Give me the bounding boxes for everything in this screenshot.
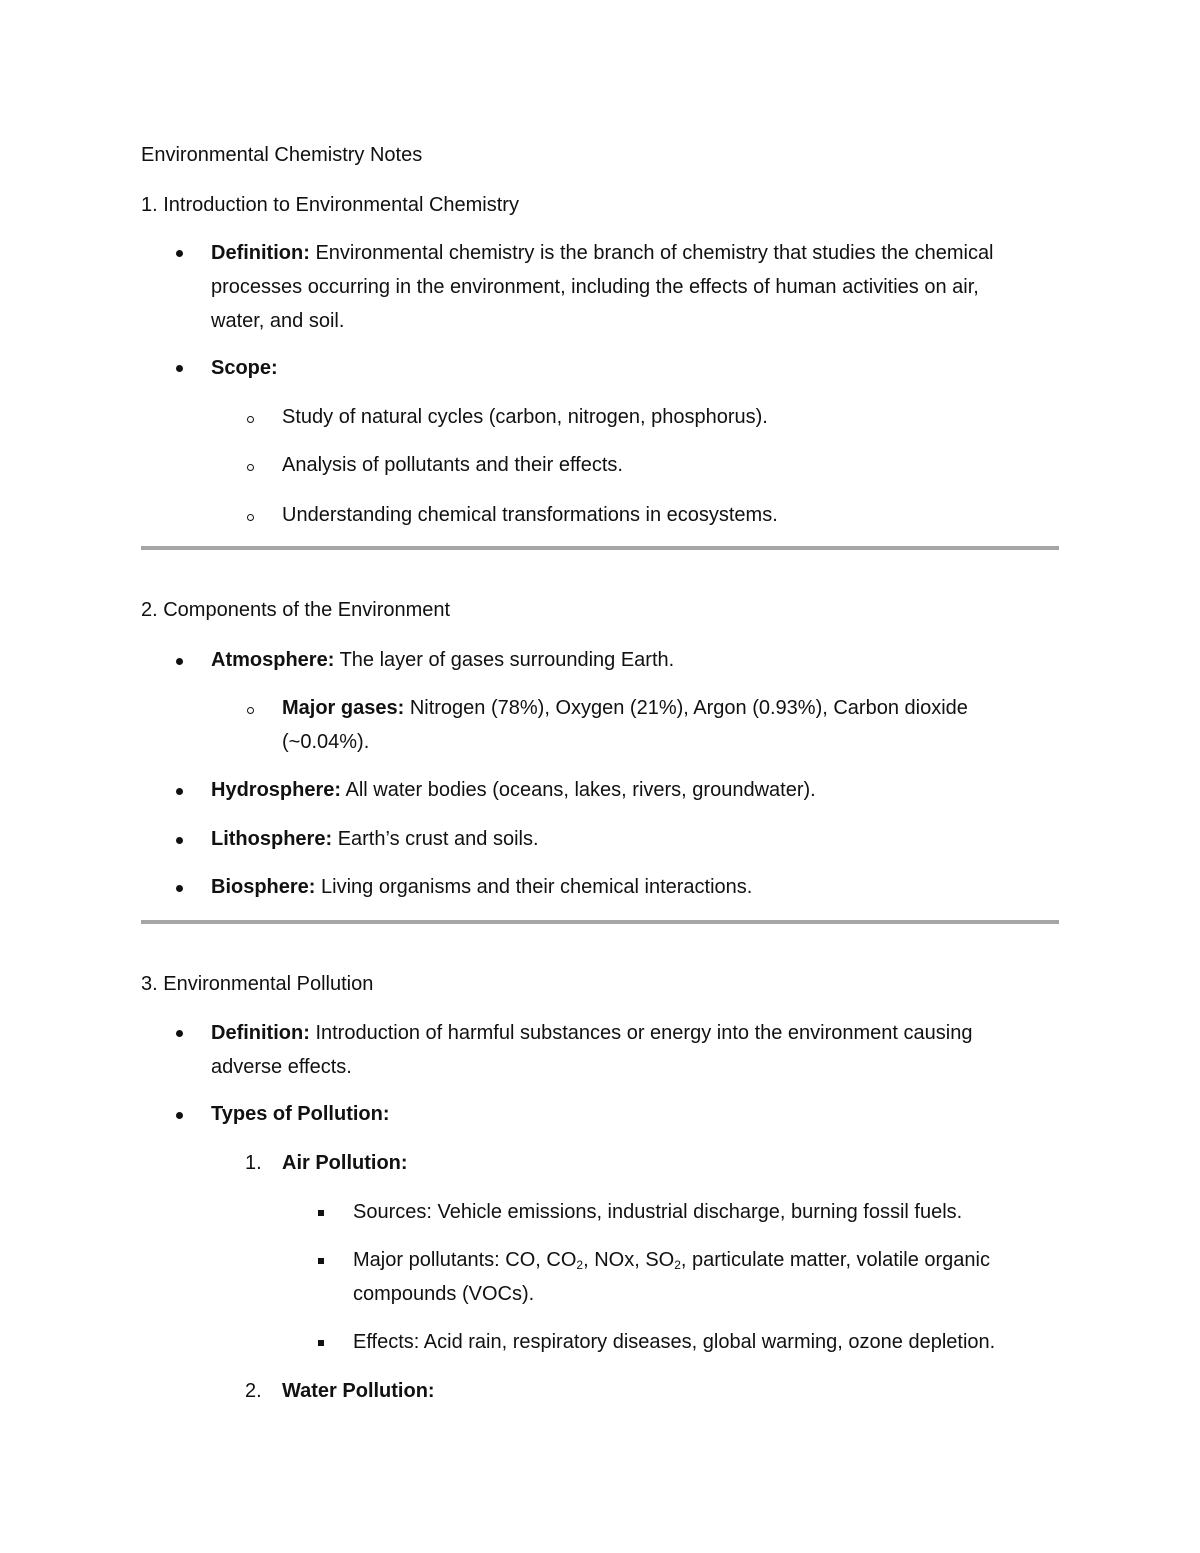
s1-definition-line-3: water, and soil. <box>211 310 345 332</box>
bullet-icon <box>176 1112 183 1119</box>
scope-item: Analysis of pollutants and their effects. <box>282 454 623 476</box>
s1-definition-line-2: processes occurring in the environment, including the effects of human activities on air, <box>211 276 979 298</box>
horizontal-rule <box>141 920 1059 924</box>
section-1-heading: 1. Introduction to Environmental Chemistry <box>141 194 519 216</box>
s3-definition-text: Introduction of harmful substances or energy into the environment causing <box>315 1022 973 1044</box>
scope-item: Study of natural cycles (carbon, nitrogen, phosphorus). <box>282 406 768 428</box>
s2-lithosphere-line <box>211 827 539 851</box>
list-number: 2. <box>245 1380 262 1402</box>
bullet-icon <box>176 837 183 844</box>
s3-definition-line-2: adverse effects. <box>211 1056 352 1078</box>
circle-bullet-icon <box>247 514 254 521</box>
circle-bullet-icon <box>247 707 254 714</box>
s1-definition-line-1 <box>211 241 994 265</box>
pollutants-text-a: Major pollutants: CO, CO <box>353 1249 577 1271</box>
subscript: 2 <box>674 1258 681 1272</box>
air-effects: Effects: Acid rain, respiratory diseases, global warming, ozone depletion. <box>353 1331 996 1353</box>
major-gases-text: Nitrogen (78%), Oxygen (21%), Argon (0.93%), Carbon dioxide <box>409 697 968 719</box>
air-sources: Sources: Vehicle emissions, industrial discharge, burning fossil fuels. <box>353 1201 963 1223</box>
lithosphere-text: Earth’s crust and soils. <box>337 828 539 850</box>
s1-definition-label: Definition: <box>211 242 310 264</box>
bullet-icon <box>176 250 183 257</box>
subscript: 2 <box>576 1258 584 1272</box>
biosphere-text: Living organisms and their chemical interactions. <box>321 876 753 898</box>
air-pollution-label: Air Pollution: <box>282 1152 408 1174</box>
s2-hydrosphere-line <box>211 778 816 802</box>
types-of-pollution-label: Types of Pollution: <box>211 1103 390 1125</box>
bullet-icon <box>176 658 183 665</box>
s1-scope-label: Scope: <box>211 357 278 379</box>
list-number: 1. <box>245 1152 262 1174</box>
major-gases-label: Major gases: <box>282 697 405 719</box>
atmosphere-text: The layer of gases surrounding Earth. <box>339 649 675 671</box>
hydrosphere-text: All water bodies (oceans, lakes, rivers, groundwater). <box>345 779 816 801</box>
bullet-icon <box>176 788 183 795</box>
s3-definition-line-1 <box>211 1021 972 1045</box>
horizontal-rule <box>141 546 1059 550</box>
pollutants-text-c: , particulate matter, volatile organic <box>680 1249 990 1271</box>
hydrosphere-label: Hydrosphere: <box>211 779 342 801</box>
air-pollutants-line-2: compounds (VOCs). <box>353 1283 535 1305</box>
section-3-heading: 3. Environmental Pollution <box>141 973 374 995</box>
air-pollutants-line-1 <box>353 1248 990 1272</box>
major-gases-line-2: (~0.04%). <box>282 731 370 753</box>
pollutants-text-b: , NOx, SO <box>583 1249 675 1271</box>
biosphere-label: Biosphere: <box>211 876 316 898</box>
water-pollution-label: Water Pollution: <box>282 1380 435 1402</box>
bullet-icon <box>176 885 183 892</box>
bullet-icon <box>176 1030 183 1037</box>
square-bullet-icon <box>318 1210 324 1216</box>
s3-definition-label: Definition: <box>211 1022 310 1044</box>
scope-item: Understanding chemical transformations in ecosystems. <box>282 504 778 526</box>
circle-bullet-icon <box>247 464 254 471</box>
s1-definition-text: Environmental chemistry is the branch of chemistry that studies the chemical <box>315 242 994 264</box>
circle-bullet-icon <box>247 416 254 423</box>
square-bullet-icon <box>318 1258 324 1264</box>
s2-biosphere-line <box>211 875 752 899</box>
section-2-heading: 2. Components of the Environment <box>141 599 451 621</box>
major-gases-line-1 <box>282 696 968 720</box>
bullet-icon <box>176 365 183 372</box>
lithosphere-label: Lithosphere: <box>211 828 333 850</box>
document-title: Environmental Chemistry Notes <box>141 144 423 166</box>
atmosphere-label: Atmosphere: <box>211 649 335 671</box>
s2-atmosphere-line <box>211 648 674 672</box>
square-bullet-icon <box>318 1340 324 1346</box>
